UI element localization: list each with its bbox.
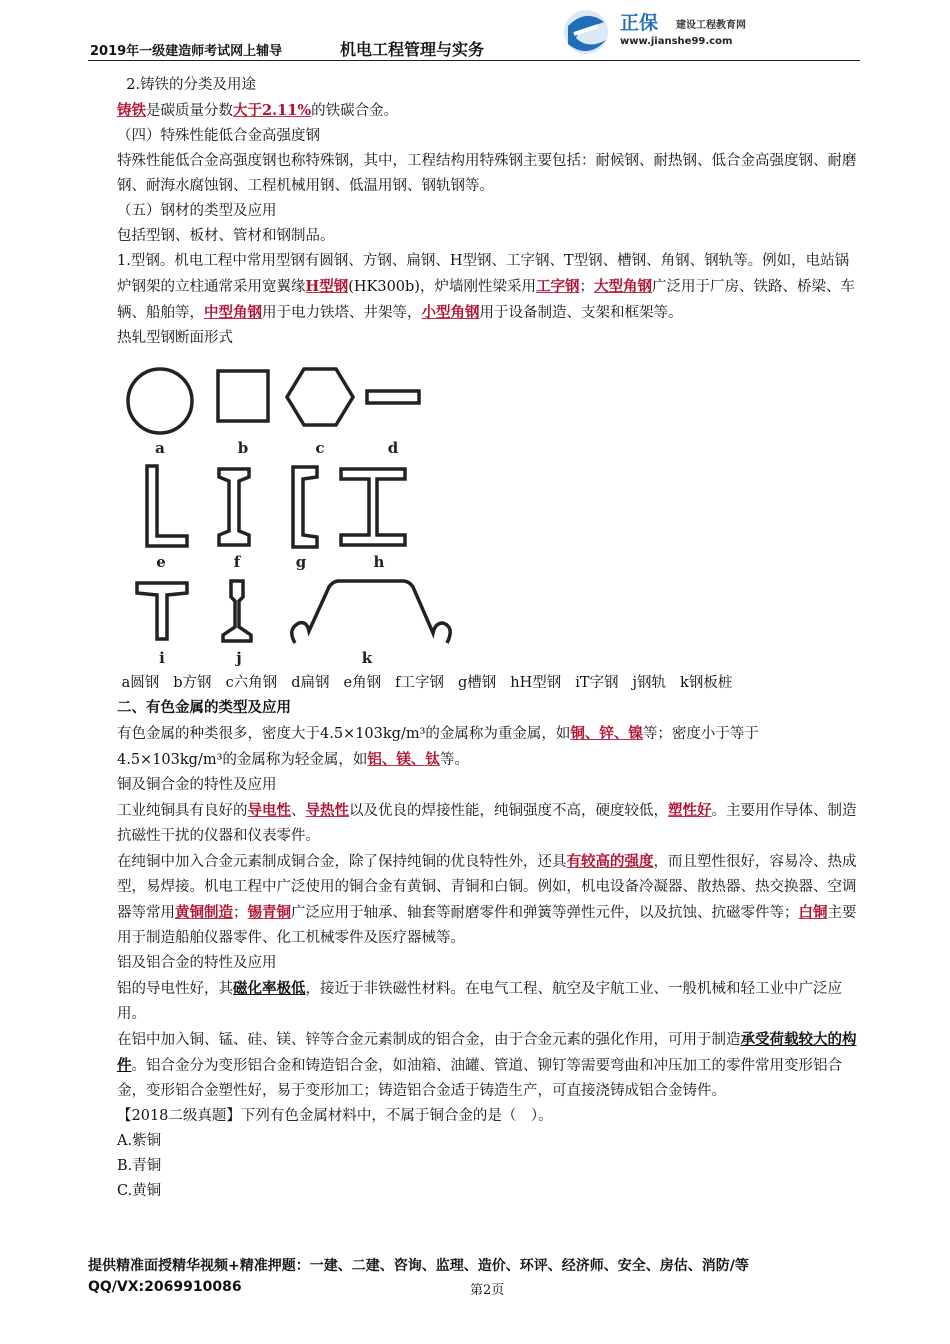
page-number: 第2页 (470, 1283, 505, 1298)
fig-letter: c (315, 439, 325, 457)
text: 二、有色金属的类型及应用 (117, 700, 291, 716)
footer-contact: QQ/VX:2069910086 (88, 1279, 242, 1295)
text: （四）特殊性能低合金高强度钢 (117, 128, 320, 144)
option-c (117, 1179, 863, 1204)
fig-letter: b (237, 439, 249, 457)
section-heading (117, 696, 863, 721)
text: 是碳质量分数 (146, 103, 233, 119)
text: 包括型钢、板材、管材和钢制品。 (117, 228, 335, 244)
figure-title (117, 326, 863, 351)
text: ； (233, 905, 248, 921)
caption-item: b方钢 (173, 675, 212, 691)
text: 在纯铜中加入合金元素制成铜合金，除了保持纯铜的优良特性外，还具 (117, 854, 567, 870)
square-steel-shape (218, 371, 268, 421)
text: 1.型钢。机电工程中常用型钢有圆钢、方钢、扁钢、H型钢、工字钢、T型钢、槽钢、角钢、钢轨等。例如，电站锅炉钢架的立柱通常采用宽翼缘 (117, 253, 850, 295)
site-logo[interactable] (558, 4, 858, 56)
text: ，接近于非铁磁性材料。在电气工程、航空及宇航工业、一般机械和轻工业中广泛应用。 (117, 981, 842, 1022)
paragraph (0, 149, 863, 199)
question-stem (117, 1104, 863, 1129)
h-beam-shape (341, 469, 405, 545)
steel-section-figure (117, 351, 863, 671)
caption-item: c六角钢 (225, 675, 278, 691)
text: 铝及铝合金的特性及应用 (117, 955, 277, 971)
text: 。主要用作导体、制造抗磁性干扰的仪器和仪表零件。 (117, 803, 857, 844)
fig-letter: d (387, 439, 399, 457)
rail-shape (223, 581, 251, 641)
round-steel-shape (128, 369, 192, 433)
steel-sections-diagram (117, 351, 863, 671)
subheading (117, 199, 863, 224)
text: 的铁碳合金。 (311, 103, 399, 119)
text: C.黄铜 (117, 1183, 162, 1199)
paragraph (117, 98, 863, 124)
text: ； (579, 279, 594, 295)
highlight: 塑性好 (668, 802, 712, 819)
figure-caption (117, 671, 863, 696)
highlight: 白铜 (798, 904, 828, 921)
highlight: H型钢 (305, 278, 349, 295)
text: B.青铜 (117, 1158, 162, 1174)
fig-letter: k (361, 649, 373, 667)
bold-underline: 磁化率极低 (233, 980, 306, 997)
caption-item: d扁钢 (291, 675, 330, 691)
paragraph (117, 849, 863, 951)
fig-letter: j (236, 649, 242, 667)
fig-letter: f (233, 553, 241, 571)
highlight: 导热性 (305, 802, 349, 819)
paragraph (117, 249, 863, 326)
caption-item: j钢轨 (632, 675, 667, 691)
fig-letter: g (295, 553, 307, 571)
highlight: 铝、镁、钛 (367, 751, 440, 768)
angle-steel-shape (147, 466, 187, 546)
logo-swirl-icon (558, 4, 616, 56)
paragraph (117, 721, 863, 773)
header-exam-title: 2019年一级建造师考试网上辅导 (90, 44, 283, 59)
fig-letter: h (373, 553, 385, 571)
highlight: 导电性 (247, 802, 291, 819)
caption-item: a圆钢 (121, 675, 160, 691)
highlight: 锡青铜 (247, 904, 291, 921)
paragraph (117, 976, 863, 1027)
text: （五）钢材的类型及应用 (117, 203, 277, 219)
option-b (117, 1154, 863, 1179)
text: 以及优良的焊接性能，纯铜强度不高，硬度较低， (349, 803, 668, 819)
text: 广泛应用于轴承、轴套等耐磨零件和弹簧等弹性元件，以及抗蚀、抗磁零件等； (291, 905, 799, 921)
text: 用于设备制造、支架和框架等。 (479, 305, 683, 321)
bold-underline: 承受荷载较大的构件 (117, 1031, 857, 1074)
highlight: 中型角钢 (204, 304, 262, 321)
text: 铝的导电性好，其 (117, 981, 233, 997)
text: 广泛用于厂房、铁路、桥梁、车辆、船舶等， (117, 279, 855, 321)
caption-item: f工字钢 (395, 675, 444, 691)
caption-item: g槽钢 (457, 675, 497, 691)
logo-tagline: 建设工程教育网 (676, 20, 746, 31)
paragraph (117, 224, 863, 249)
sheet-pile-shape (292, 581, 450, 643)
text: ，而且塑性很好，容易冷、热成型，易焊接。机电工程中广泛使用的铜合金有黄铜、青铜和白铜。例如，机电设备冷凝器、散热器、热交换器、空调器等常用 (117, 854, 857, 921)
highlight: 有较高的强度 (566, 853, 654, 870)
highlight: 小型角钢 (421, 304, 480, 321)
text: 2.铸铁的分类及用途 (126, 77, 257, 93)
i-beam-shape (219, 469, 249, 545)
subheading (117, 124, 863, 149)
caption-item: k钢板桩 (680, 675, 733, 691)
main-content (117, 73, 863, 1204)
flat-steel-shape (367, 391, 419, 403)
text: 特殊性能低合金高强度钢也称特殊钢，其中，工程结构用特殊钢主要包括：耐候钢、耐热钢、低合金高强度钢、耐磨钢、耐海水腐蚀钢、工程机械用钢、低温用钢、钢轨钢等。 (117, 153, 857, 194)
subheading (117, 951, 863, 976)
logo-url[interactable]: www.jianshe99.com (620, 36, 733, 47)
text: 。铝合金分为变形铝合金和铸造铝合金，如油箱、油罐、管道、铆钉等需要弯曲和冲压加工的零件常用变形铝合金，变形铝合金塑性好，易于变形加工；铸造铝合金适于铸造生产，可直接浇铸成铝合金铸件。 (117, 1058, 842, 1099)
paragraph (117, 798, 863, 849)
paragraph (117, 73, 863, 98)
logo-name: 正保 (620, 12, 659, 34)
option-a (117, 1129, 863, 1154)
text: 等。 (439, 752, 469, 768)
subheading (117, 773, 863, 798)
text: 热轧型钢断面形式 (117, 330, 233, 346)
t-steel-shape (137, 583, 187, 639)
text: 工业纯铜具有良好的 (117, 803, 248, 819)
text: 在铝中加入铜、锰、硅、镁、锌等合金元素制成的铝合金，由于合金元素的强化作用，可用于制造 (117, 1032, 741, 1048)
hexagon-steel-shape (287, 369, 353, 425)
fig-letter: e (156, 553, 166, 571)
caption-item: iT字钢 (575, 675, 619, 691)
channel-steel-shape (293, 467, 317, 547)
highlight: 工字钢 (535, 278, 580, 295)
highlight: 铜、锌、镍 (570, 725, 643, 742)
text: 【2018二级真题】下列有色金属材料中，不属于铜合金的是（ ）。 (117, 1108, 553, 1124)
page-header (88, 0, 860, 61)
text: A.紫铜 (117, 1133, 162, 1149)
text: 等；密度小于等于4.5×103kg/m³的金属称为轻金属，如 (117, 726, 759, 768)
text: 铜及铜合金的特性及应用 (117, 777, 277, 793)
footer-ad: 提供精准面授精华视频+精准押题：一建、二建、咨询、监理、造价、环评、经济师、安全、房估、消防/等 (88, 1258, 749, 1274)
fig-letter: i (159, 649, 165, 667)
caption-item: e角钢 (343, 675, 382, 691)
text: 有色金属的种类很多，密度大于4.5×103kg/m³的金属称为重金属，如 (117, 726, 571, 742)
caption-item: hH型钢 (510, 675, 562, 691)
text: (HK300b)，炉墙刚性梁采用 (348, 279, 536, 295)
fig-letter: a (155, 439, 165, 457)
header-subject: 机电工程管理与实务 (340, 40, 485, 59)
highlight: 大于2.11% (233, 102, 312, 119)
text: 、 (291, 803, 306, 819)
text: 用于电力铁塔、井架等， (262, 305, 422, 321)
highlight: 大型角钢 (593, 278, 652, 295)
highlight: 黄铜制造 (175, 904, 233, 921)
text: 主要用于制造船舶仪器零件、化工机械零件及医疗器械等。 (117, 905, 857, 946)
paragraph (117, 1027, 863, 1104)
highlight: 铸铁 (117, 102, 146, 119)
